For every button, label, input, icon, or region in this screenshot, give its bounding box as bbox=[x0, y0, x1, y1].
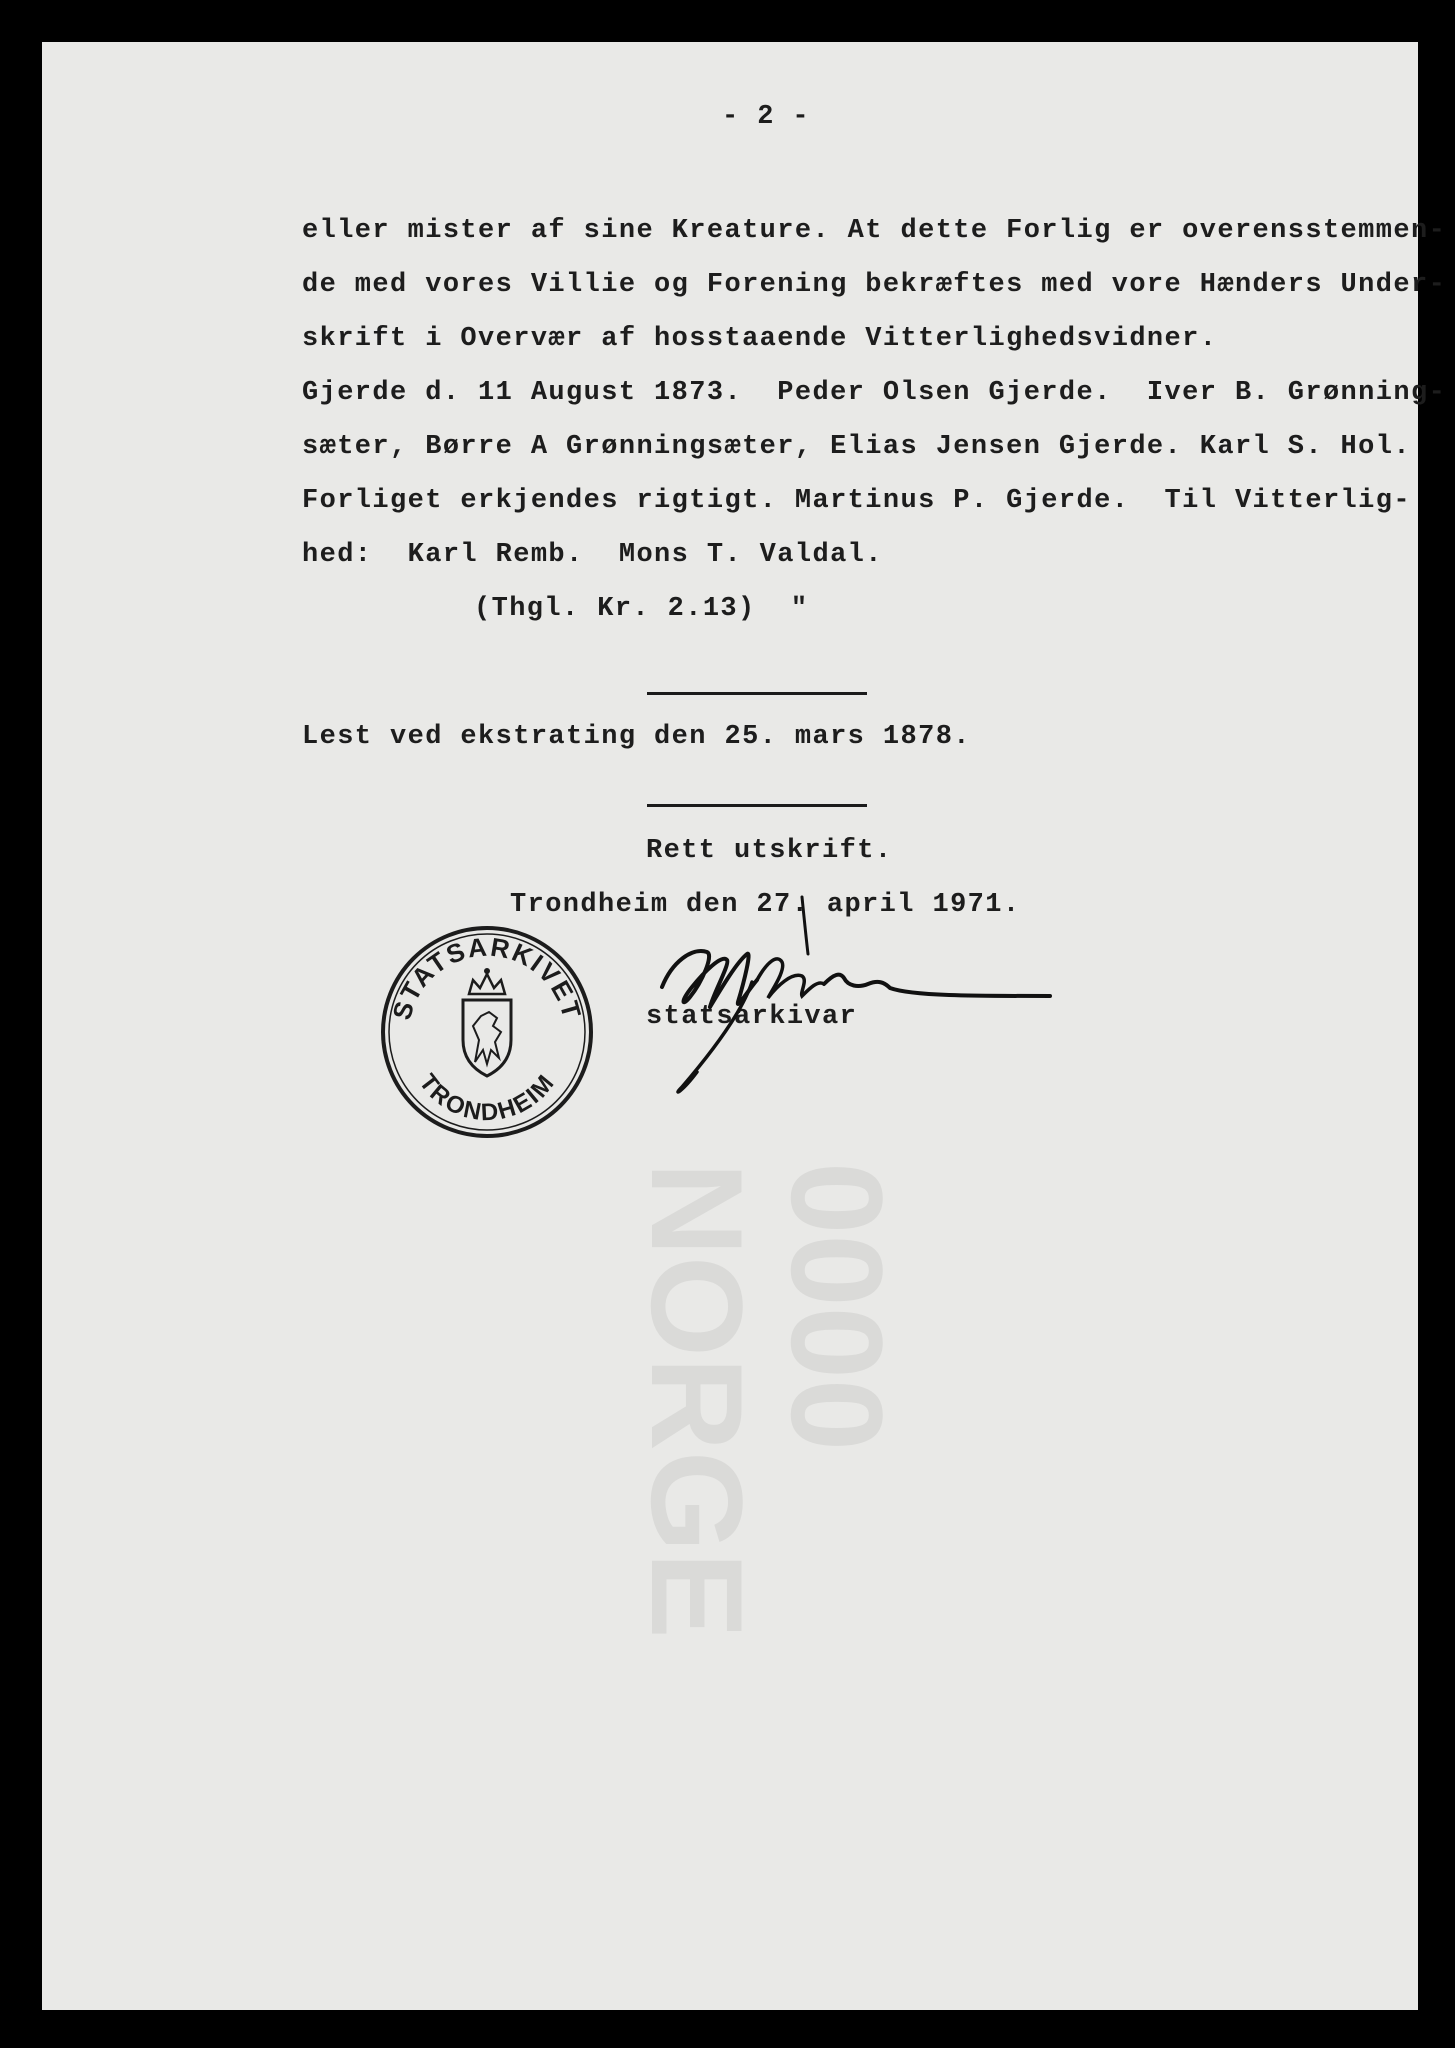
body-line-3: skrift i Overvær af hosstaaende Vitterlighedsvidner. bbox=[302, 324, 1218, 354]
body-line-6: Forliget erkjendes rigtigt. Martinus P. Gjerde. Til Vitterlig- bbox=[302, 486, 1411, 516]
body-line-2: de med vores Villie og Forening bekræftes med vore Hænders Under- bbox=[302, 270, 1447, 300]
page-number: - 2 - bbox=[722, 102, 811, 132]
svg-text:STATSARKIVET bbox=[386, 931, 587, 1023]
signature-title: statsarkivar bbox=[646, 1002, 858, 1032]
coat-of-arms-icon bbox=[463, 1000, 511, 1076]
stamp-top-text: STATSARKIVET bbox=[386, 931, 588, 1024]
reading-note: Lest ved ekstrating den 25. mars 1878. bbox=[302, 722, 971, 752]
crown-icon bbox=[469, 968, 505, 994]
official-stamp bbox=[377, 922, 597, 1142]
body-line-5: sæter, Børre A Grønningsæter, Elias Jensen Gjerde. Karl S. Hol. bbox=[302, 432, 1411, 462]
divider-2 bbox=[647, 804, 867, 807]
body-line-7: hed: Karl Remb. Mons T. Valdal. bbox=[302, 540, 883, 570]
body-line-4: Gjerde d. 11 August 1873. Peder Olsen Gjerde. Iver B. Grønning- bbox=[302, 378, 1447, 408]
stamp-bottom-text: TRONDHEIM bbox=[413, 1068, 561, 1127]
document-page bbox=[42, 42, 1447, 2010]
certification: Rett utskrift. bbox=[646, 836, 893, 866]
handwritten-signature bbox=[652, 892, 1062, 1122]
watermark bbox=[472, 1122, 910, 2002]
body-line-1: eller mister af sine Kreature. At dette Forlig er overensstemmen- bbox=[302, 216, 1447, 246]
svg-text:0000: 0000 bbox=[764, 1162, 910, 1452]
divider-1 bbox=[647, 692, 867, 695]
svg-text:NORGE: NORGE bbox=[624, 1162, 770, 1639]
place-date: Trondheim den 27. april 1971. bbox=[510, 890, 1021, 920]
reference: (Thgl. Kr. 2.13) " bbox=[474, 594, 809, 624]
